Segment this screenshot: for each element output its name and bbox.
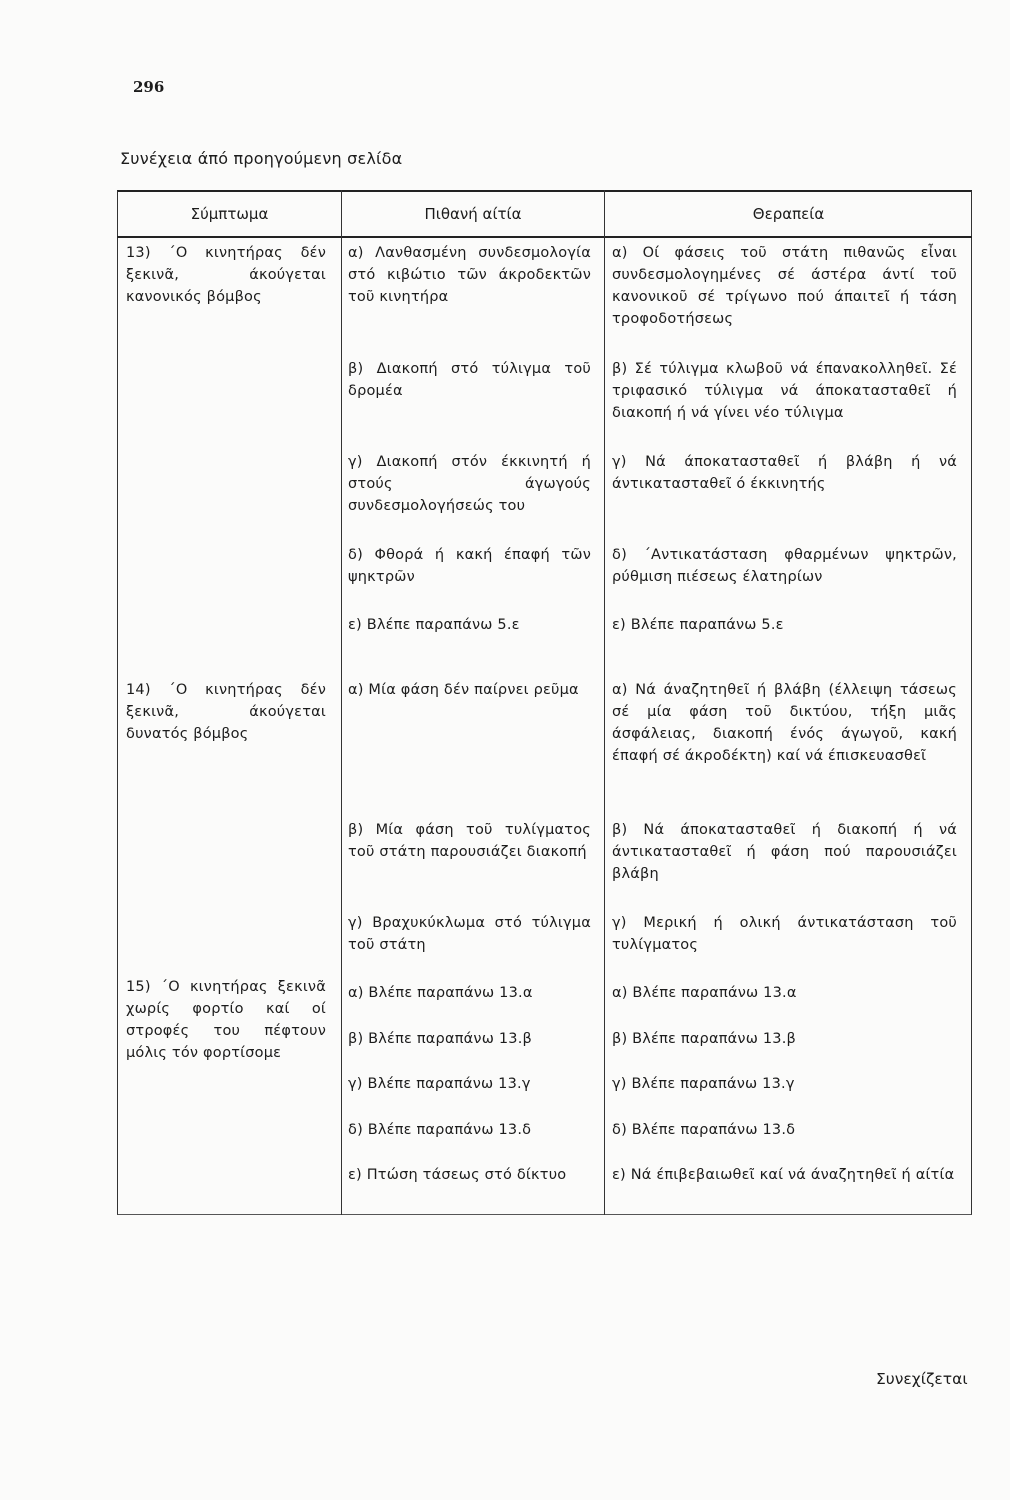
symptom-15: 15) ΄Ο κινητήρας ξεκινᾶ χωρίς φορτίο καί οί στροφές του πέφτουν μόλις τόν φορτίσομε <box>126 979 326 1061</box>
therapy-13c: γ) Νά άποκατασταθεῖ ή βλάβη ή νά άντικατασταθεῖ ό έκκινητής <box>612 454 957 492</box>
cause-13a: α) Λανθασμένη συνδεσμολογία στό κιβώτιο τῶν άκροδεκτῶν τοῦ κινητήρα <box>348 245 591 305</box>
therapy-15c: γ) Βλέπε παραπάνω 13.γ <box>612 1076 795 1092</box>
cause-14b: β) Μία φάση τοῦ τυλίγματος τοῦ στάτη παρουσιάζει διακοπή <box>348 822 591 860</box>
cause-15d: δ) Βλέπε παραπάνω 13.δ <box>348 1122 532 1138</box>
cause-14a: α) Μία φάση δέν παίρνει ρεῦμα <box>348 682 579 698</box>
therapy-14c: γ) Μερική ή ολική άντικατάσταση τοῦ τυλίγματος <box>612 915 957 953</box>
column-divider <box>604 190 605 1215</box>
therapy-13a: α) Οί φάσεις τοῦ στάτη πιθανῶς εἶναι συνδεσμολογημένες σέ άστέρα άντί τοῦ κανονικοῦ σέ τρίγωνο πού άπαιτεῖ ή τάση τροφοδοτήσεως <box>612 245 957 327</box>
symptom-13: 13) ΄Ο κινητήρας δέν ξεκινᾶ, άκούγεται κανονικός βόμβος <box>126 245 326 305</box>
cause-13b: β) Διακοπή στό τύλιγμα τοῦ δρομέα <box>348 361 591 399</box>
therapy-15d: δ) Βλέπε παραπάνω 13.δ <box>612 1122 796 1138</box>
therapy-14b: β) Νά άποκατασταθεῖ ή διακοπή ή νά άντικατασταθεῖ ή φάση πού παρουσιάζει βλάβη <box>612 822 957 882</box>
cause-13d: δ) Φθορά ή κακή έπαφή τῶν ψηκτρῶν <box>348 547 591 585</box>
cause-14c: γ) Βραχυκύκλωμα στό τύλιγμα τοῦ στάτη <box>348 915 591 953</box>
cause-15e: ε) Πτώση τάσεως στό δίκτυο <box>348 1167 567 1183</box>
cause-13c: γ) Διακοπή στόν έκκινητή ή στούς άγωγούς συνδεσμολογήσεώς του <box>348 454 591 514</box>
page-number: 296 <box>133 78 165 96</box>
therapy-15e: ε) Νά έπιβεβαιωθεῖ καί νά άναζητηθεῖ ή αίτία <box>612 1167 955 1183</box>
therapy-15a: α) Βλέπε παραπάνω 13.α <box>612 985 797 1001</box>
header-cause: Πιθανή αίτία <box>424 205 522 223</box>
column-divider <box>341 190 342 1215</box>
therapy-15b: β) Βλέπε παραπάνω 13.β <box>612 1031 796 1047</box>
continued-from-note: Συνέχεια άπό προηγούμενη σελίδα <box>120 149 403 168</box>
therapy-14a: α) Νά άναζητηθεῖ ή βλάβη (έλλειψη τάσεως σέ μία φάση τοῦ δικτύου, τήξη μιᾶς άσφάλειας, διακοπή ένός άγωγοῦ, κακή έπαφή σέ άκροδέκτη) καί νά έπισκευασθεῖ <box>612 682 957 764</box>
cause-15b: β) Βλέπε παραπάνω 13.β <box>348 1031 532 1047</box>
therapy-13e: ε) Βλέπε παραπάνω 5.ε <box>612 617 784 633</box>
cause-15a: α) Βλέπε παραπάνω 13.α <box>348 985 533 1001</box>
header-therapy: Θεραπεία <box>752 205 825 223</box>
cause-15c: γ) Βλέπε παραπάνω 13.γ <box>348 1076 531 1092</box>
symptom-14: 14) ΄Ο κινητήρας δέν ξεκινᾶ, άκούγεται δυνατός βόμβος <box>126 682 326 742</box>
cause-13e: ε) Βλέπε παραπάνω 5.ε <box>348 617 520 633</box>
therapy-13d: δ) ΄Αντικατάσταση φθαρμένων ψηκτρῶν, ρύθμιση πιέσεως έλατηρίων <box>612 547 957 585</box>
header-divider <box>117 236 972 238</box>
header-symptom: Σύμπτωμα <box>190 205 269 223</box>
therapy-13b: β) Σέ τύλιγμα κλωβοῦ νά έπανακολληθεῖ. Σέ τριφασικό τύλιγμα νά άποκατασταθεῖ ή διακοπή ή νά γίνει νέο τύλιγμα <box>612 361 957 421</box>
continues-note: Συνεχίζεται <box>876 1370 968 1388</box>
